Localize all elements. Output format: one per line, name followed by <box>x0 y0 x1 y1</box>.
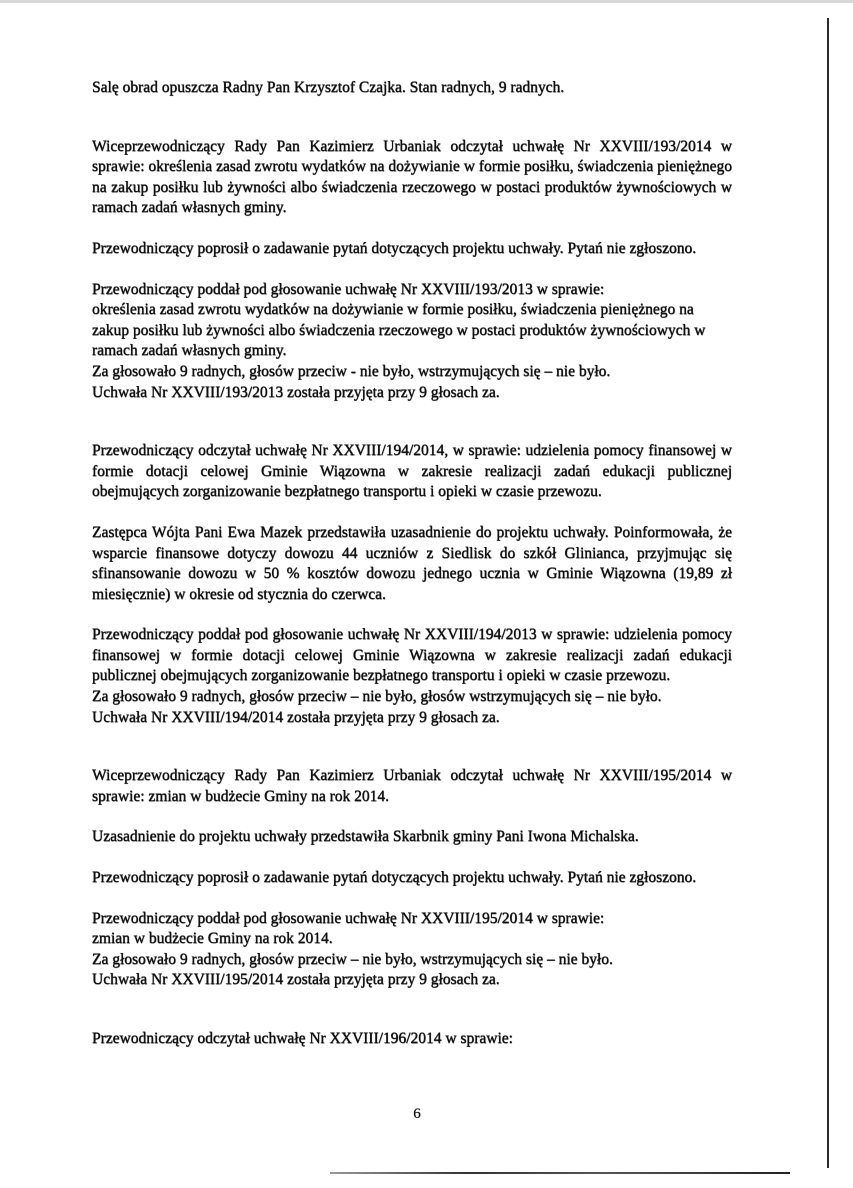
resolution-193-vote <box>92 280 732 404</box>
vote-line: Uchwała Nr XXVIII/195/2014 została przyjęta przy 9 głosach za. <box>92 971 500 989</box>
resolution-195-reading: Wiceprzewodniczący Rady Pan Kazimierz Urbaniak odczytał uchwałę Nr XXVIII/195/2014 w sprawie: zmian w budżecie Gminy na rok 2014. <box>92 767 732 805</box>
resolution-195-questions: Przewodniczący poprosił o zadawanie pytań dotyczących projektu uchwały. Pytań nie zgłoszono. <box>92 869 697 887</box>
vote-line: Za głosowało 9 radnych, głosów przeciw - nie było, wstrzymujących się – nie było. <box>92 362 611 380</box>
vote-line: Za głosowało 9 radnych, głosów przeciw – nie było, wstrzymujących się – nie było. <box>92 950 613 968</box>
vote-line: Przewodniczący poddał pod głosowanie uchwałę Nr XXVIII/194/2013 w sprawie: udzielenia pomocy finansowej w formie dotacji celowej Gminie Wiązowna w zakresie realizacji zadań edukacji publicznej obejmujących zorganizowanie bezpłatnego transportu i opieki w czasie przewozu. <box>92 626 732 685</box>
vote-line: Przewodniczący poddał pod głosowanie uchwałę Nr XXVIII/193/2013 w sprawie: <box>92 280 605 298</box>
vote-line: określenia zasad zwrotu wydatków na dożywianie w formie posiłku, świadczenia pieniężnego na zakup posiłku lub żywności albo świadczenia rzeczowego w postaci produktów żywnościowych w ramach zadań własnych gminy. <box>92 301 706 360</box>
resolution-195-vote <box>92 909 732 991</box>
resolution-194-vote <box>92 625 732 728</box>
scan-border-bottom <box>330 1172 790 1174</box>
vote-line: Uchwała Nr XXVIII/193/2013 została przyjęta przy 9 głosach za. <box>92 383 500 401</box>
vote-line: Uchwała Nr XXVIII/194/2014 została przyjęta przy 9 głosach za. <box>92 708 500 726</box>
resolution-194-justification: Zastępca Wójta Pani Ewa Mazek przedstawiła uzasadnienie do projektu uchwały. Poinformowała, że wsparcie finansowe dotyczy dowozu 44 uczniów z Siedlisk do szkół Glinianca, przyjmując się sfinansowanie dowozu w 50 % kosztów dowozu jednego ucznia w Gminie Wiązowna (19,89 zł miesięcznie) w okresie od stycznia do czerwca. <box>92 523 732 603</box>
scan-border-top <box>0 0 853 3</box>
resolution-194-reading: Przewodniczący odczytał uchwałę Nr XXVIII/194/2014, w sprawie: udzielenia pomocy finansowej w formie dotacji celowej Gminie Wiązowna w zakresie realizacji zadań edukacji publicznej obejmujących zorganizowanie bezpłatnego transportu i opieki w czasie przewozu. <box>92 442 732 501</box>
page-number: 6 <box>413 1106 421 1122</box>
scan-border-right <box>827 18 829 1168</box>
vote-line: Przewodniczący poddał pod głosowanie uchwałę Nr XXVIII/195/2014 w sprawie: <box>92 909 605 927</box>
vote-line: zmian w budżecie Gminy na rok 2014. <box>92 930 333 948</box>
document-page <box>92 78 732 1050</box>
vote-line: Za głosowało 9 radnych, głosów przeciw – nie było, głosów wstrzymujących się – nie było. <box>92 688 662 706</box>
resolution-196-reading: Przewodniczący odczytał uchwałę Nr XXVIII/196/2014 w sprawie: <box>92 1030 513 1047</box>
intro-paragraph: Salę obrad opuszcza Radny Pan Krzysztof Czajka. Stan radnych, 9 radnych. <box>92 79 565 96</box>
resolution-195-justification: Uzasadnienie do projektu uchwały przedstawiła Skarbnik gminy Pani Iwona Michalska. <box>92 828 639 846</box>
resolution-193-reading: Wiceprzewodniczący Rady Pan Kazimierz Urbaniak odczytał uchwałę Nr XXVIII/193/2014 w sprawie: określenia zasad zwrotu wydatków na dożywianie w formie posiłku, świadczenia pieniężnego na zakup posiłku lub żywności albo świadczenia rzeczowego w postaci produktów żywnościowych w ramach zadań własnych gminy. <box>92 137 732 217</box>
resolution-193-questions: Przewodniczący poprosił o zadawanie pytań dotyczących projektu uchwały. Pytań nie zgłoszono. <box>92 239 697 257</box>
